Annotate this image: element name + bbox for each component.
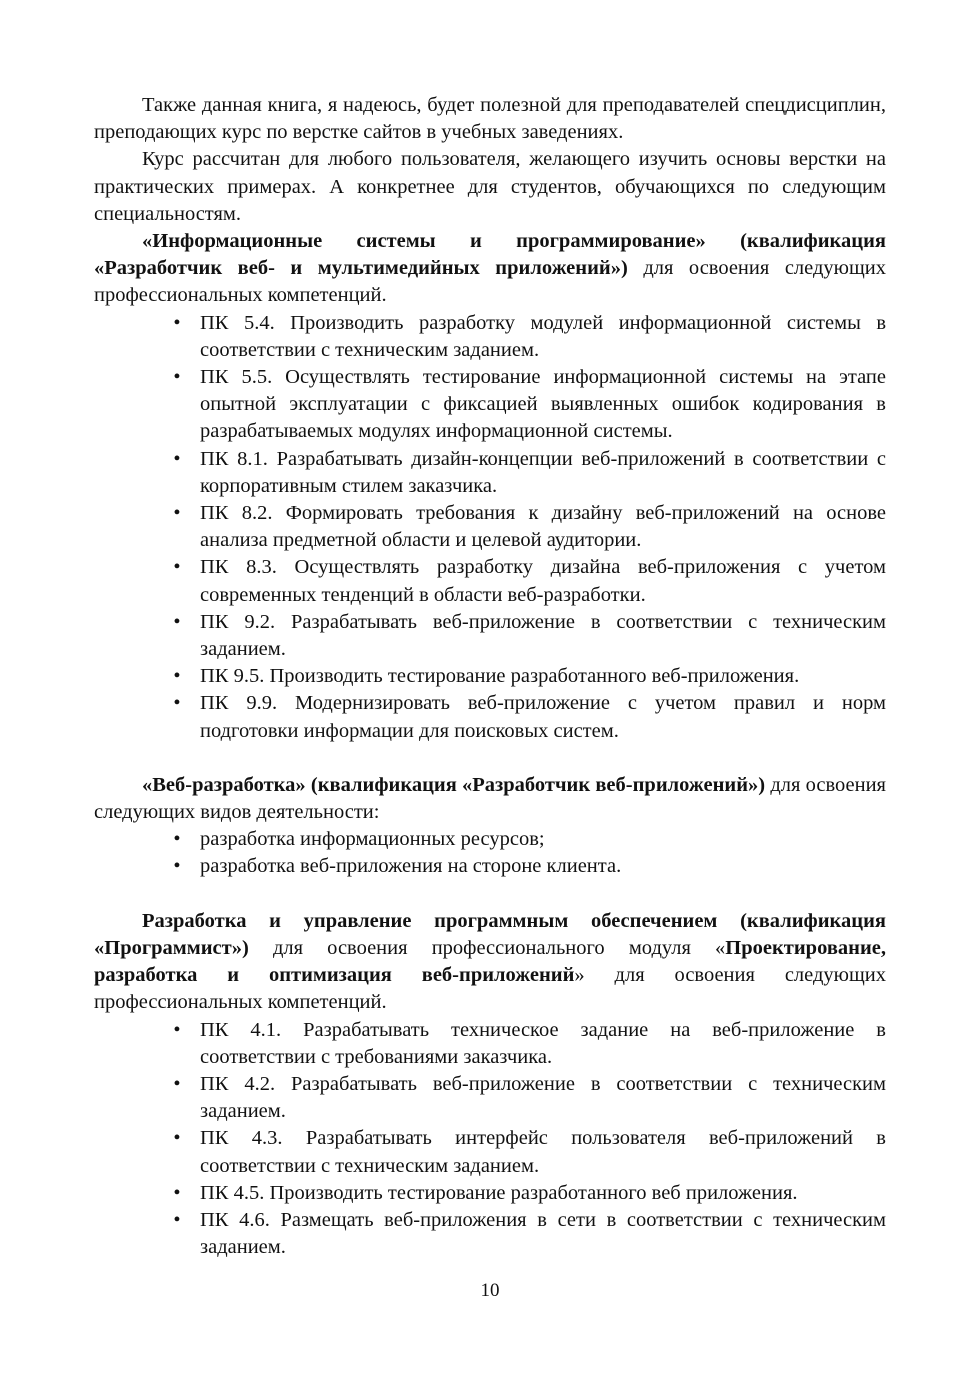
section-3-competency-list	[94, 1017, 886, 1262]
bullet-icon: •	[173, 502, 181, 525]
section-3-heading-mid-1: для освоения профессионального модуля «	[248, 936, 726, 959]
section-3-title: Разработка и управление программным обеспечением (квалификация «Программист»)	[94, 909, 886, 959]
bullet-icon: •	[173, 692, 181, 715]
section-1-competency-list	[94, 310, 886, 745]
list-item-text: ПК 9.2. Разрабатывать веб-приложение в соответствии с техническим заданием.	[200, 610, 886, 661]
section-spacer	[94, 745, 886, 772]
page-number: 10	[480, 1280, 500, 1301]
bullet-icon: •	[173, 556, 181, 579]
list-item	[173, 609, 886, 663]
section-spacer	[94, 881, 886, 908]
section-2-activity-list	[94, 826, 886, 880]
list-item	[173, 500, 886, 554]
list-item-text: ПК 8.3. Осуществлять разработку дизайна веб-приложения с учетом современных тенденций в области веб-разработки.	[200, 556, 886, 606]
list-item-text: ПК 9.5. Производить тестирование разработанного веб-приложения.	[200, 665, 800, 688]
bullet-icon: •	[173, 855, 181, 878]
list-item-text: ПК 4.5. Производить тестирование разработанного веб приложения.	[200, 1181, 798, 1204]
list-item	[173, 1017, 886, 1071]
bullet-icon: •	[173, 610, 181, 633]
list-item-text: разработка информационных ресурсов;	[200, 828, 545, 851]
bullet-icon: •	[173, 1072, 181, 1095]
section-2-heading-rest: для освоения следующих видов деятельности:	[94, 773, 886, 824]
bullet-icon: •	[173, 447, 181, 470]
section-1-heading-rest: для освоения следующих профессиональных компетенций.	[94, 257, 886, 307]
bullet-icon: •	[173, 1018, 181, 1041]
list-item-text: ПК 8.1. Разрабатывать дизайн-концепции веб-приложений в соответствии с корпоративным стилем заказчика.	[200, 447, 886, 497]
list-item-text: разработка веб-приложения на стороне клиента.	[200, 855, 622, 878]
list-item-text: ПК 5.4. Производить разработку модулей информационной системы в соответствии с техническим заданием.	[200, 311, 886, 361]
bullet-icon: •	[173, 1127, 181, 1150]
list-item-text: ПК 9.9. Модернизировать веб-приложение с учетом правил и норм подготовки информации для поисковых систем.	[200, 692, 886, 742]
section-1-title: «Информационные системы и программирование» (квалификация «Разработчик веб- и мультимедийных приложений»)	[94, 230, 886, 280]
intro-paragraph-2: Курс рассчитан для любого пользователя, желающего изучить основы верстки на практических примерах. А конкретнее для студентов, обучающихся по следующим специальностям.	[94, 148, 886, 225]
bullet-icon: •	[173, 1181, 181, 1204]
section-3-heading	[94, 908, 886, 1017]
bullet-icon: •	[173, 366, 181, 389]
list-item	[173, 1180, 886, 1207]
list-item	[173, 663, 886, 690]
section-1-heading	[94, 228, 886, 310]
list-item-text: ПК 8.2. Формировать требования к дизайну веб-приложений на основе анализа предметной области и целевой аудитории.	[200, 502, 886, 552]
list-item-text: ПК 4.1. Разрабатывать техническое задание на веб-приложение в соответствии с требованиями заказчика.	[200, 1018, 886, 1068]
list-item-text: ПК 4.3. Разрабатывать интерфейс пользователя веб-приложений в соответствии с техническим заданием.	[200, 1127, 886, 1177]
list-item	[173, 310, 886, 364]
list-item	[173, 1207, 886, 1261]
bullet-icon: •	[173, 311, 181, 334]
list-item	[173, 446, 886, 500]
list-item	[173, 1071, 886, 1125]
list-item	[173, 826, 886, 853]
list-item	[173, 554, 886, 608]
section-2-title: «Веб-разработка» (квалификация «Разработчик веб-приложений»)	[142, 773, 766, 796]
list-item-text: ПК 4.2. Разрабатывать веб-приложение в соответствии с техническим заданием.	[200, 1072, 886, 1123]
page-content	[94, 92, 886, 1261]
list-item	[173, 853, 886, 880]
list-item-text: ПК 4.6. Размещать веб-приложения в сети в соответствии с техническим заданием.	[200, 1208, 886, 1259]
bullet-icon: •	[173, 1208, 181, 1231]
section-2-heading	[94, 772, 886, 826]
bullet-icon: •	[173, 828, 181, 851]
list-item	[173, 1125, 886, 1179]
intro-paragraph-1: Также данная книга, я надеюсь, будет полезной для преподавателей спецдисциплин, преподающих курс по верстке сайтов в учебных заведениях.	[94, 94, 886, 144]
section-3-module-title: Проектирование, разработка и оптимизация веб-приложений	[94, 936, 886, 987]
list-item-text: ПК 5.5. Осуществлять тестирование информационной системы на этапе опытной эксплуатации с фиксацией выявленных ошибок кодирования в разрабатываемых модулях информационной системы.	[200, 366, 886, 443]
bullet-icon: •	[173, 665, 181, 688]
list-item	[173, 364, 886, 446]
section-3-heading-mid-2: » для освоения следующих профессиональных компетенций.	[94, 964, 886, 1014]
list-item	[173, 690, 886, 744]
